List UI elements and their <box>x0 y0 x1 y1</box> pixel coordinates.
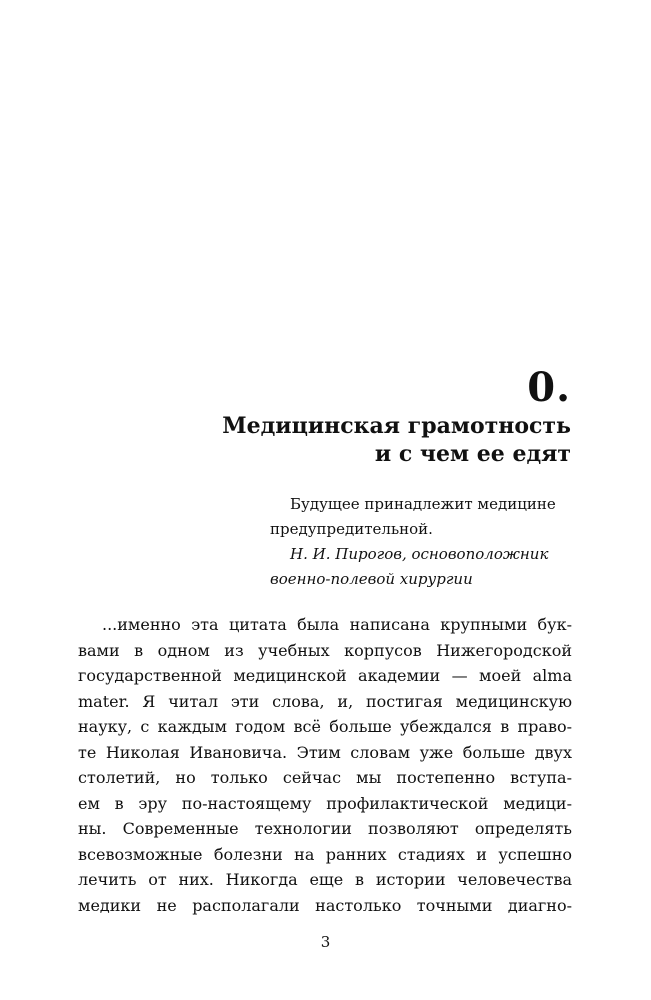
epigraph-quote-line: Будущее принадлежит медицине <box>290 495 556 513</box>
page-number: 3 <box>320 933 331 951</box>
epigraph-author <box>270 542 572 592</box>
body-line: лечить от них. Никогда еще в истории человечества <box>78 870 572 889</box>
epigraph <box>270 492 572 592</box>
body-line: ...именно эта цитата была написана крупными бук- <box>102 615 572 634</box>
chapter-title-line: и с чем ее едят <box>374 441 571 467</box>
body-line: ем в эру по-настоящему профилактической медици- <box>78 793 572 813</box>
chapter-title-line: Медицинская грамотность <box>222 413 571 439</box>
chapter-number: 0. <box>527 364 571 411</box>
body-line: государственной медицинской академии — моей alma <box>78 666 572 685</box>
epigraph-author-line: военно-полевой хирургии <box>270 570 473 588</box>
body-line: mater. Я читал эти слова, и, постигая медицинскую <box>78 691 572 711</box>
epigraph-author-line: Н. И. Пирогов, основоположник <box>290 545 549 563</box>
body-line: медики не располагали настолько точными диагно- <box>78 895 572 915</box>
epigraph-quote <box>270 492 572 542</box>
body-paragraph <box>78 612 572 918</box>
body-line: столетий, но только сейчас мы постепенно вступа- <box>78 768 572 787</box>
body-line: ны. Современные технологии позволяют определять <box>78 819 572 838</box>
chapter-title <box>91 412 571 468</box>
body-line: те Николая Ивановича. Этим словам уже больше двух <box>78 742 572 762</box>
epigraph-quote-line: предупредительной. <box>270 520 433 538</box>
body-line: науку, с каждым годом всё больше убеждался в право- <box>78 717 572 736</box>
body-line: всевозможные болезни на ранних стадиях и успешно <box>78 844 572 864</box>
body-line: вами в одном из учебных корпусов Нижегородской <box>78 640 572 660</box>
